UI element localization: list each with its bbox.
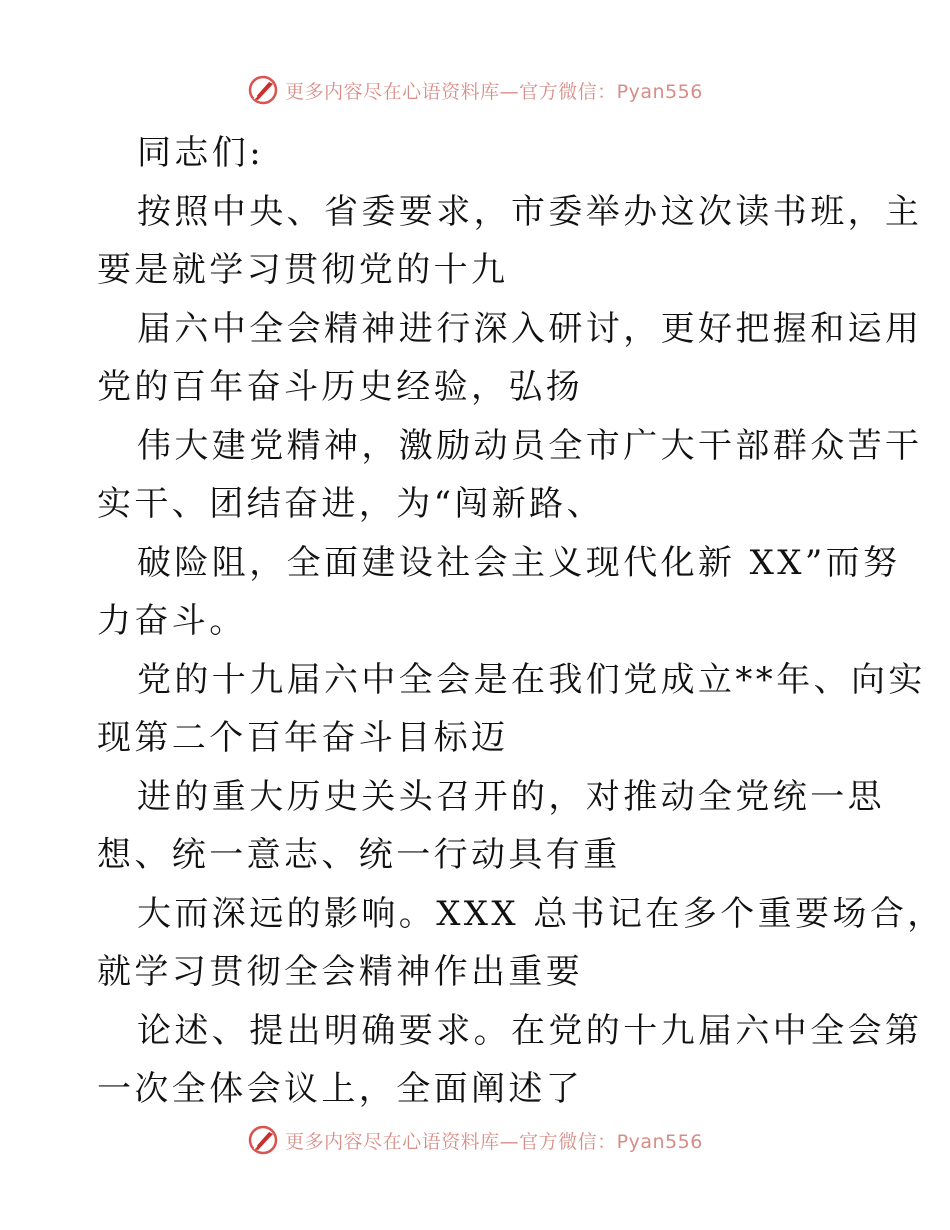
body-line-2: 按照中央、省委要求，市委举办这次读书班，主 (137, 191, 923, 232)
quill-logo-icon (247, 1124, 279, 1156)
body-line-14: 大而深远的影响。XXX 总书记在多个重要场合， (137, 893, 945, 934)
body-line-13: 想、统一意志、统一行动具有重 (97, 835, 621, 875)
body-line-9: 力奋斗。 (97, 601, 247, 641)
header-watermark (0, 70, 950, 110)
header-watermark-text: 更多内容尽在心语资料库—官方微信：Pyan556 (285, 80, 703, 103)
footer-watermark-text: 更多内容尽在心语资料库—官方微信：Pyan556 (285, 1130, 703, 1153)
body-line-5: 党的百年奋斗历史经验，弘扬 (97, 367, 584, 407)
quill-logo-icon (247, 74, 279, 106)
body-line-12: 进的重大历史关头召开的，对推动全党统一思 (137, 776, 885, 817)
body-line-15: 就学习贯彻全会精神作出重要 (97, 952, 584, 992)
body-line-16: 论述、提出明确要求。在党的十九届六中全会第 (137, 1010, 923, 1051)
body-line-7: 实干、团结奋进，为“闯新路、 (97, 484, 604, 524)
document-body (97, 124, 945, 1119)
body-line-10: 党的十九届六中全会是在我们党成立**年、向实 (137, 659, 926, 700)
footer-watermark (0, 1120, 950, 1160)
body-line-8: 破险阻，全面建设社会主义现代化新 XX”而努 (137, 542, 901, 583)
body-line-17: 一次全体会议上，全面阐述了 (97, 1069, 584, 1109)
body-line-4: 届六中全会精神进行深入研讨，更好把握和运用 (137, 308, 923, 349)
body-line-6: 伟大建党精神，激励动员全市广大干部群众苦干 (137, 425, 923, 466)
body-line-3: 要是就学习贯彻党的十九 (97, 250, 509, 290)
body-line-1: 同志们: (137, 133, 265, 173)
body-line-11: 现第二个百年奋斗目标迈 (97, 718, 509, 758)
